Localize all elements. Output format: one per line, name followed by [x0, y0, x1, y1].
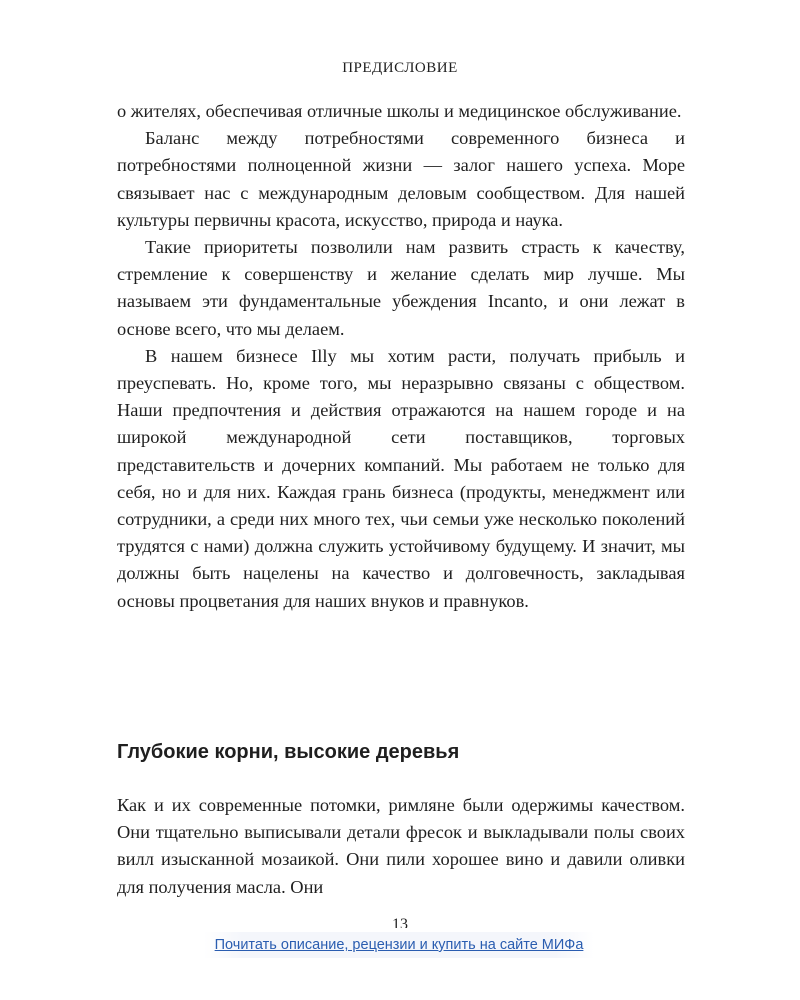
- buy-book-link[interactable]: Почитать описание, рецензии и купить на сайте МИФа: [204, 932, 594, 958]
- page-number: 13: [392, 916, 408, 928]
- paragraph: В нашем бизнесе Illy мы хотим расти, получать прибыль и преуспевать. Но, кроме того, мы неразрывно связаны с обществом. Наши предпочтения и действия отражаются на нашем городе и на широкой международной сети поставщиков, торговых представительств и дочерних компаний. Мы работаем не только для себя, но и для них. Каждая грань бизнеса (продукты, менеджмент или сотрудники, а среди них много тех, чьи семьи уже несколько поколений трудятся с нами) должна служить устойчивому будущему. И значит, мы должны быть нацелены на качество и долговечность, закладывая основы процветания для наших внуков и правнуков.: [117, 345, 685, 611]
- page-body: [117, 98, 685, 615]
- section-paragraph: Как и их современные потомки, римляне были одержимы качеством. Они тщательно выписывали детали фресок и выкладывали полы своих вилл изысканной мозаикой. Они пили хорошее вино и давили оливки для получения масла. Они: [117, 795, 685, 897]
- paragraph: Такие приоритеты позволили нам развить страсть к качеству, стремление к совершенству и желание сделать мир лучше. Мы называем эти фундаментальные убеждения Incanto, и они лежат в основе всего, что мы делаем.: [117, 237, 685, 339]
- paragraph: о жителях, обеспечивая отличные школы и медицинское обслуживание.: [117, 101, 682, 121]
- section-heading: Глубокие корни, высокие деревья: [117, 741, 460, 763]
- paragraph: Баланс между потребностями современного бизнеса и потребностями полноценной жизни — залог нашего успеха. Море связывает нас с международным деловым сообществом. Для нашей культуры первичны красота, искусство, природа и наука.: [117, 128, 685, 230]
- running-head: ПРЕДИСЛОВИЕ: [342, 60, 458, 76]
